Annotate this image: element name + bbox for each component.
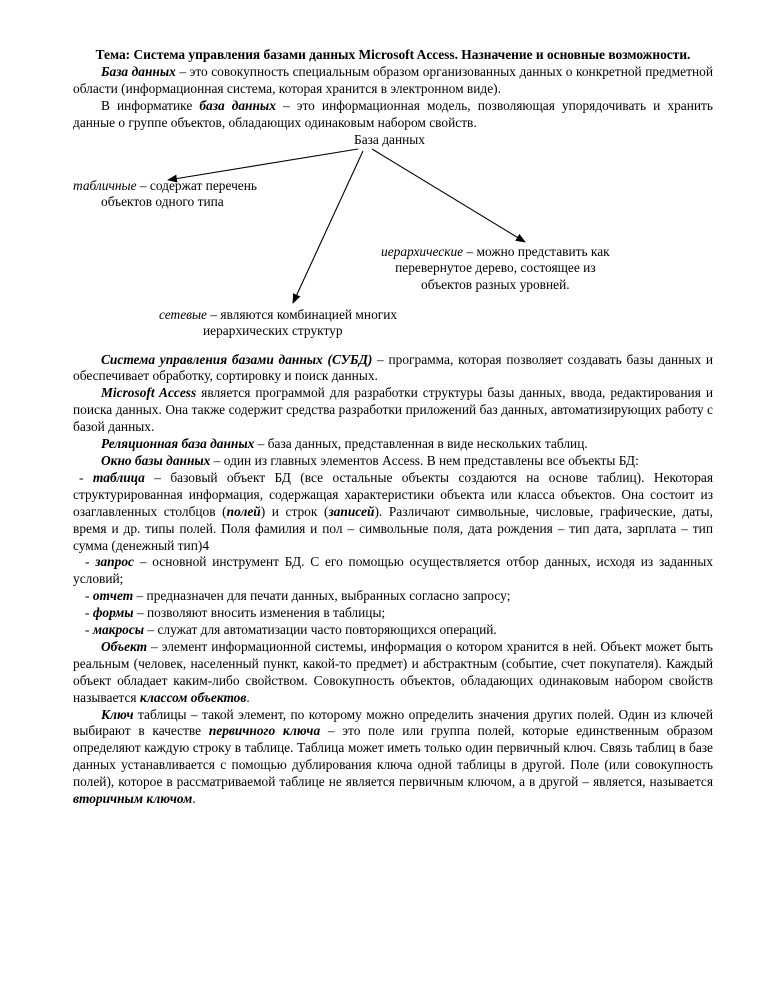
term: запрос [95,554,134,570]
term: вторичным ключом [73,791,193,807]
list-item-query [73,554,713,588]
definition-db-window [73,453,713,470]
diagram-root-node: База данных [354,131,425,147]
arrow-to-hierarchical [372,149,525,242]
arrow-to-tabular [168,149,358,180]
term: Реляционная база данных [101,436,255,452]
term: макросы [92,622,145,638]
text: – база данных, представленная в виде нескольких таблиц. [254,436,588,452]
spacer [73,340,713,352]
definition-access [73,385,713,436]
list-item-report [73,588,713,605]
definition-object [73,639,713,707]
node-text: – содержат перечень [136,177,258,193]
dash: - [85,622,93,638]
term: Microsoft Access [101,385,197,401]
text: – позволяют вносить изменения в таблицы; [133,605,386,621]
definition-database-informatics [73,98,713,132]
text: – предназначен для печати данных, выбранных согласно запросу; [133,588,511,604]
term: таблица [92,469,145,485]
term: формы [92,605,134,621]
text: . [246,689,250,705]
node-text: – можно представить как [463,243,610,259]
term: база данных [199,97,276,113]
term: Ключ [101,706,134,722]
text: ) и строк ( [260,503,329,519]
dash: - [85,605,93,621]
diagram-node-hierarchical [381,244,610,295]
text: – программа, которая позволяет создавать базы данных и обеспечивает обработку, сортировку и поиск данных. [73,351,713,384]
dash: - [85,554,96,570]
text: – базовый объект БД (все остальные объекты создаются на основе таблиц). Некоторая структурированная информация, содержащая характеристики объекта или класса объектов. Она состоит из озаглавленных столбцов ( [73,469,714,519]
definition-database [73,64,713,98]
text: В информатике [101,97,200,113]
term: База данных [101,63,176,79]
term: полей [226,503,261,519]
text: . [192,791,196,807]
text: – служат для автоматизации часто повторяющихся операций. [144,622,497,638]
page-title: Тема: Система управления базами данных Microsoft Access. Назначение и основные возможности. [95,47,691,62]
list-item-table [73,470,713,555]
term: Система управления базами данных (СУБД) [101,351,373,367]
diagram-node-network [159,307,397,341]
node-text: иерархических структур [203,323,343,339]
term: Окно базы данных [101,452,211,468]
text: ). Различают символьные, числовые, графические, даты, время и др. типы полей. Поля фамилия и пол – символьные поля, дата рождения – тип дата, зарплата – тип сумма (денежный тип)4 [73,503,714,553]
definition-dbms [73,352,713,386]
text: – элемент информационной системы, информация о котором хранится в ней. Объект может быть реальным (человек, населенный пункт, какой-то предмет) и абстрактным (событие, счет покупателя). Каждый объект обладает каким-либо свойством. Совокупность объектов, обладающих одинаковым набором свойств называется [73,638,713,705]
definition-relational-db [73,436,713,453]
document-page [73,47,713,808]
node-text: перевернутое дерево, состоящее из [395,260,596,276]
text: – основной инструмент БД. С его помощью осуществляется отбор данных, исходя из заданных условий; [73,554,714,587]
text: таблицы – такой элемент, по которому можно определить значения других полей. Один из ключей выбирают в качестве [73,706,713,739]
text: – это поле или группа полей, которые единственным образом определяют каждую строку в таблице. Таблица может иметь только один первичный ключ. Связь таблиц в базе данных устанавливается с помощью дублирования ключа одной таблицы в другой. Поле (или совокупность полей), которое в рассматриваемой таблице не является первичным ключом, а в другой – является, называется [73,723,713,790]
list-item-macros [73,622,713,639]
arrow-to-network [293,151,363,303]
definition-key [73,707,713,808]
list-item-forms [73,605,713,622]
diagram-node-tabular [73,178,257,212]
term: первичного ключа [208,723,321,739]
text: является программой для разработки структуры базы данных, ввода, редактирования и поиска данных. Она также содержит средства разработки приложений баз данных, автоматизирующих работу с базой данных. [73,385,713,435]
node-term: сетевые [159,306,207,322]
node-text: объектов одного типа [101,194,224,210]
text: – это совокупность специальным образом организованных данных о конкретной предметной области (информационная система, которая хранится в электронном виде). [73,63,713,96]
term: записей [328,503,375,519]
term: отчет [92,588,134,604]
text: – это информационная модель, позволяющая упорядочивать и хранить данные о группе объектов, обладающих одинаковым набором свойств. [73,97,713,130]
dash: - [79,469,93,485]
database-types-diagram [73,132,713,340]
node-text: объектов разных уровней. [421,277,570,293]
node-term: иерархические [381,243,464,259]
node-term: табличные [73,177,137,193]
node-text: – являются комбинацией многих [206,306,398,322]
term: классом объектов [139,689,247,705]
term: Объект [101,638,148,654]
text: – один из главных элементов Access. В нем представлены все объекты БД: [210,452,639,468]
dash: - [85,588,93,604]
